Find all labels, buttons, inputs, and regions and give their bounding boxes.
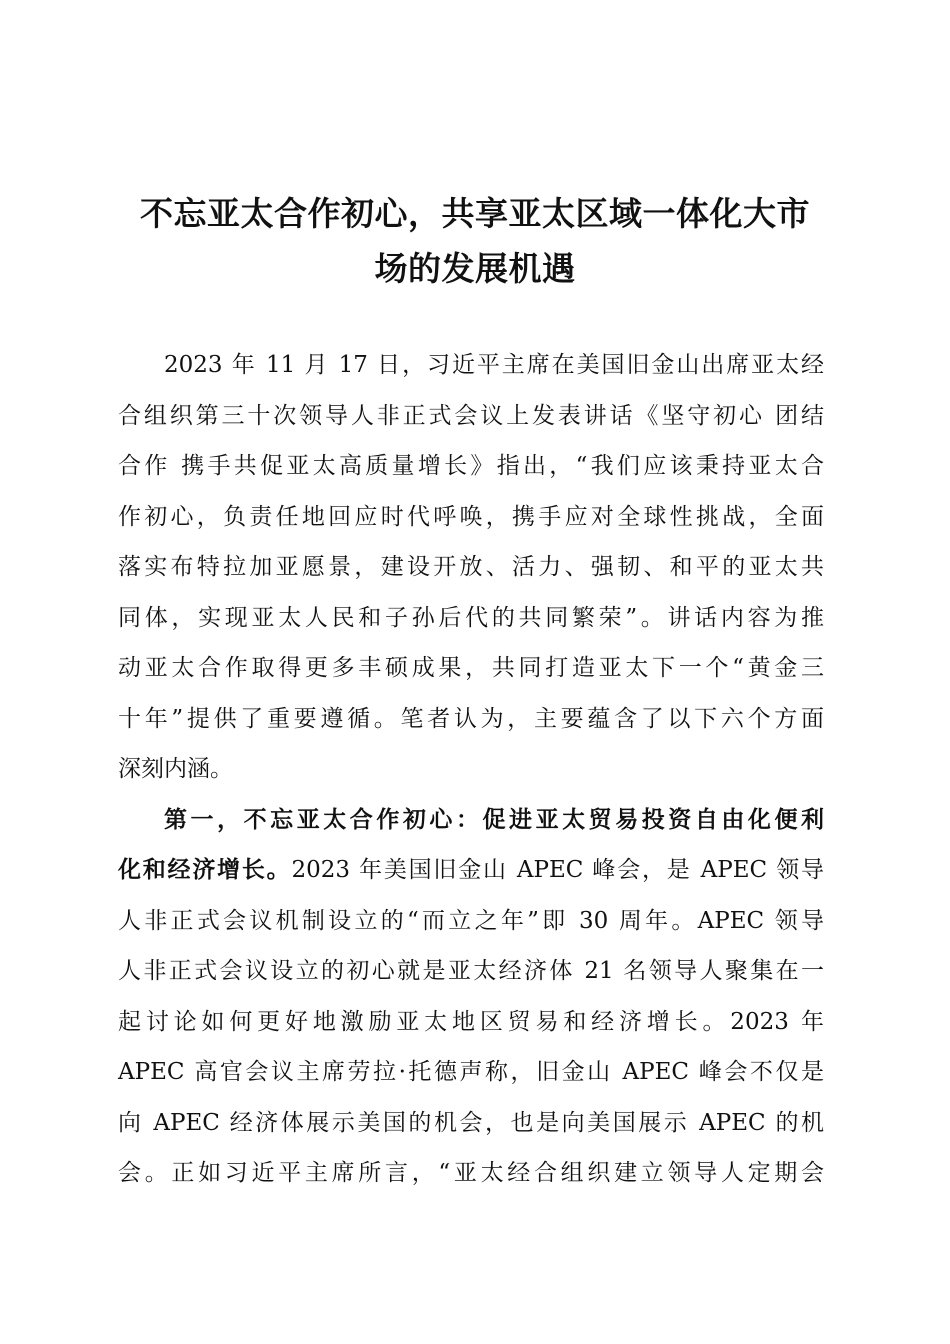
text-segment: 2023 年美国旧金山 APEC 峰会，是 APEC 领导 [291,857,824,883]
paragraph-point-one [118,795,824,1199]
text-line: APEC 高官会议主席劳拉·托德声称，旧金山 APEC 峰会不仅是 [118,1059,824,1085]
text-line: 向 APEC 经济体展示美国的机会，也是向美国展示 APEC 的机 [118,1109,824,1136]
text-line: 同体，实现亚太人民和子孙后代的共同繁荣”。讲话内容为推 [118,604,824,631]
text-line: 深刻内涵。 [118,756,233,782]
title-line-2: 场的发展机遇 [374,249,576,288]
point-heading-end: 化和经济增长。 [118,857,292,883]
text-line: 合组织第三十次领导人非正式会议上发表讲话《坚守初心 团结 [118,402,824,429]
text-line: 起讨论如何更好地激励亚太地区贸易和经济增长。2023 年 [118,1008,824,1035]
text-line: 会。正如习近平主席所言，“亚太经合组织建立领导人定期会 [118,1160,824,1186]
paragraph-intro [118,340,824,795]
text-line: 合作 携手共促亚太高质量增长》指出，“我们应该秉持亚太合 [118,453,824,479]
text-line: 2023 年 11 月 17 日，习近平主席在美国旧金山出席亚太经 [164,352,824,378]
text-line: 落实布特拉加亚愿景，建设开放、活力、强韧、和平的亚太共 [118,554,824,580]
article-body [118,340,824,1199]
title-line-1: 不忘亚太合作初心，共享亚太区域一体化大市 [140,194,810,233]
text-line: 人非正式会议机制设立的“而立之年”即 30 周年。APEC 领导 [118,907,824,934]
point-heading-line: 第一，不忘亚太合作初心：促进亚太贸易投资自由化便利 [164,806,824,833]
text-line: 人非正式会议设立的初心就是亚太经济体 21 名领导人聚集在一 [118,958,824,984]
text-line: 作初心，负责任地回应时代呼唤，携手应对全球性挑战，全面 [118,503,824,530]
article-title [110,186,840,296]
text-line: 十年”提供了重要遵循。笔者认为，主要蕴含了以下六个方面 [118,705,824,732]
text-line: 动亚太合作取得更多丰硕成果，共同打造亚太下一个“黄金三 [118,655,824,681]
text-line [118,845,824,896]
